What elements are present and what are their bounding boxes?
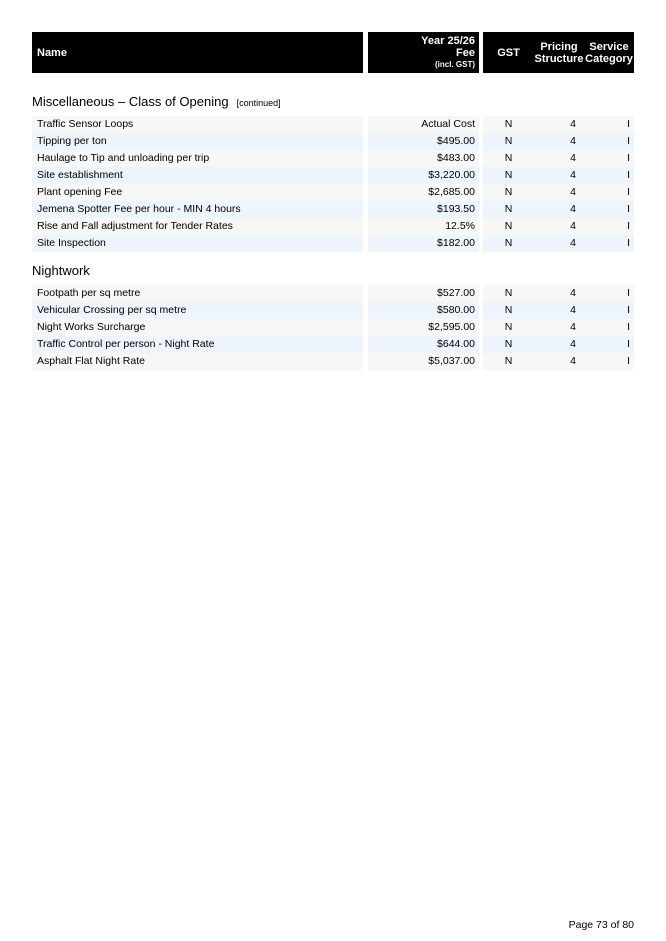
row-name: Site establishment [37,169,123,181]
header-name-label: Name [37,46,67,59]
row-service-category: I [627,355,630,367]
row-gst: N [504,304,513,316]
table-row [32,133,634,150]
row-gst: N [504,203,513,215]
section-continued-note: [continued] [236,98,281,108]
row-gst: N [504,118,513,130]
row-name: Asphalt Flat Night Rate [37,355,145,367]
table-row [32,184,634,201]
row-name: Traffic Control per person - Night Rate [37,338,215,350]
row-name: Site Inspection [37,237,106,249]
header-name [32,32,363,73]
row-service-category: I [627,338,630,350]
row-pricing-structure: 4 [570,118,576,130]
table-row [32,201,634,218]
header-service-category [584,32,634,73]
row-fee: $5,037.00 [428,355,475,367]
row-gst: N [504,220,513,232]
row-fee: $527.00 [437,287,475,299]
section-title [32,94,281,109]
header-fee-line1: Year 25/26 [421,35,475,47]
row-name: Tipping per ton [37,135,107,147]
row-pricing-structure: 4 [570,220,576,232]
row-name: Vehicular Crossing per sq metre [37,304,187,316]
row-pricing-structure: 4 [570,135,576,147]
row-gst: N [504,237,513,249]
table-row [32,319,634,336]
table-row [32,336,634,353]
table-row [32,285,634,302]
row-service-category: I [627,152,630,164]
row-name: Traffic Sensor Loops [37,118,134,130]
row-fee: $182.00 [437,237,475,249]
row-fee: Actual Cost [421,118,475,130]
row-name: Footpath per sq metre [37,287,141,299]
row-name: Plant opening Fee [37,186,123,198]
row-pricing-structure: 4 [570,287,576,299]
row-service-category: I [627,186,630,198]
table-row [32,116,634,133]
row-fee: $483.00 [437,152,475,164]
table-row [32,218,634,235]
row-pricing-structure: 4 [570,152,576,164]
row-service-category: I [627,220,630,232]
row-service-category: I [627,135,630,147]
header-fee [368,32,479,73]
row-gst: N [504,135,513,147]
row-pricing-structure: 4 [570,304,576,316]
header-gst-label: GST [497,46,520,59]
header-fee-line2: Fee [456,47,475,59]
table-row [32,302,634,319]
table-row [32,353,634,370]
row-pricing-structure: 4 [570,321,576,333]
row-name: Haulage to Tip and unloading per trip [37,152,210,164]
row-fee: $580.00 [437,304,475,316]
row-fee: $495.00 [437,135,475,147]
row-gst: N [504,338,513,350]
page-number: Page 73 of 80 [568,919,634,931]
row-gst: N [504,186,513,198]
row-fee: $193.50 [437,203,475,215]
header-pricing-structure [534,32,584,73]
row-pricing-structure: 4 [570,338,576,350]
row-gst: N [504,152,513,164]
row-pricing-structure: 4 [570,203,576,215]
row-gst: N [504,355,513,367]
row-fee: $2,595.00 [428,321,475,333]
table-row [32,150,634,167]
row-gst: N [504,321,513,333]
header-service-line1: Service [589,40,629,53]
header-pricing-line2: Structure [534,52,584,65]
header-gst [483,32,534,73]
section-title-text: Miscellaneous – Class of Opening [32,94,229,109]
table-row [32,167,634,184]
row-name: Night Works Surcharge [37,321,146,333]
row-gst: N [504,287,513,299]
row-name: Rise and Fall adjustment for Tender Rates [37,220,233,232]
row-fee: $3,220.00 [428,169,475,181]
row-service-category: I [627,304,630,316]
header-fee-line3: (incl. GST) [435,60,475,69]
row-service-category: I [627,321,630,333]
row-service-category: I [627,118,630,130]
row-fee: $644.00 [437,338,475,350]
row-pricing-structure: 4 [570,355,576,367]
row-service-category: I [627,169,630,181]
row-pricing-structure: 4 [570,169,576,181]
table-row [32,235,634,252]
section-title [32,263,90,278]
row-pricing-structure: 4 [570,186,576,198]
section-title-text: Nightwork [32,263,90,278]
row-service-category: I [627,203,630,215]
row-name: Jemena Spotter Fee per hour - MIN 4 hours [37,203,241,215]
row-pricing-structure: 4 [570,237,576,249]
row-fee: $2,685.00 [428,186,475,198]
row-service-category: I [627,287,630,299]
row-fee: 12.5% [445,220,475,232]
header-pricing-line1: Pricing [540,40,578,53]
row-service-category: I [627,237,630,249]
row-gst: N [504,169,513,181]
header-service-line2: Category [585,52,633,65]
